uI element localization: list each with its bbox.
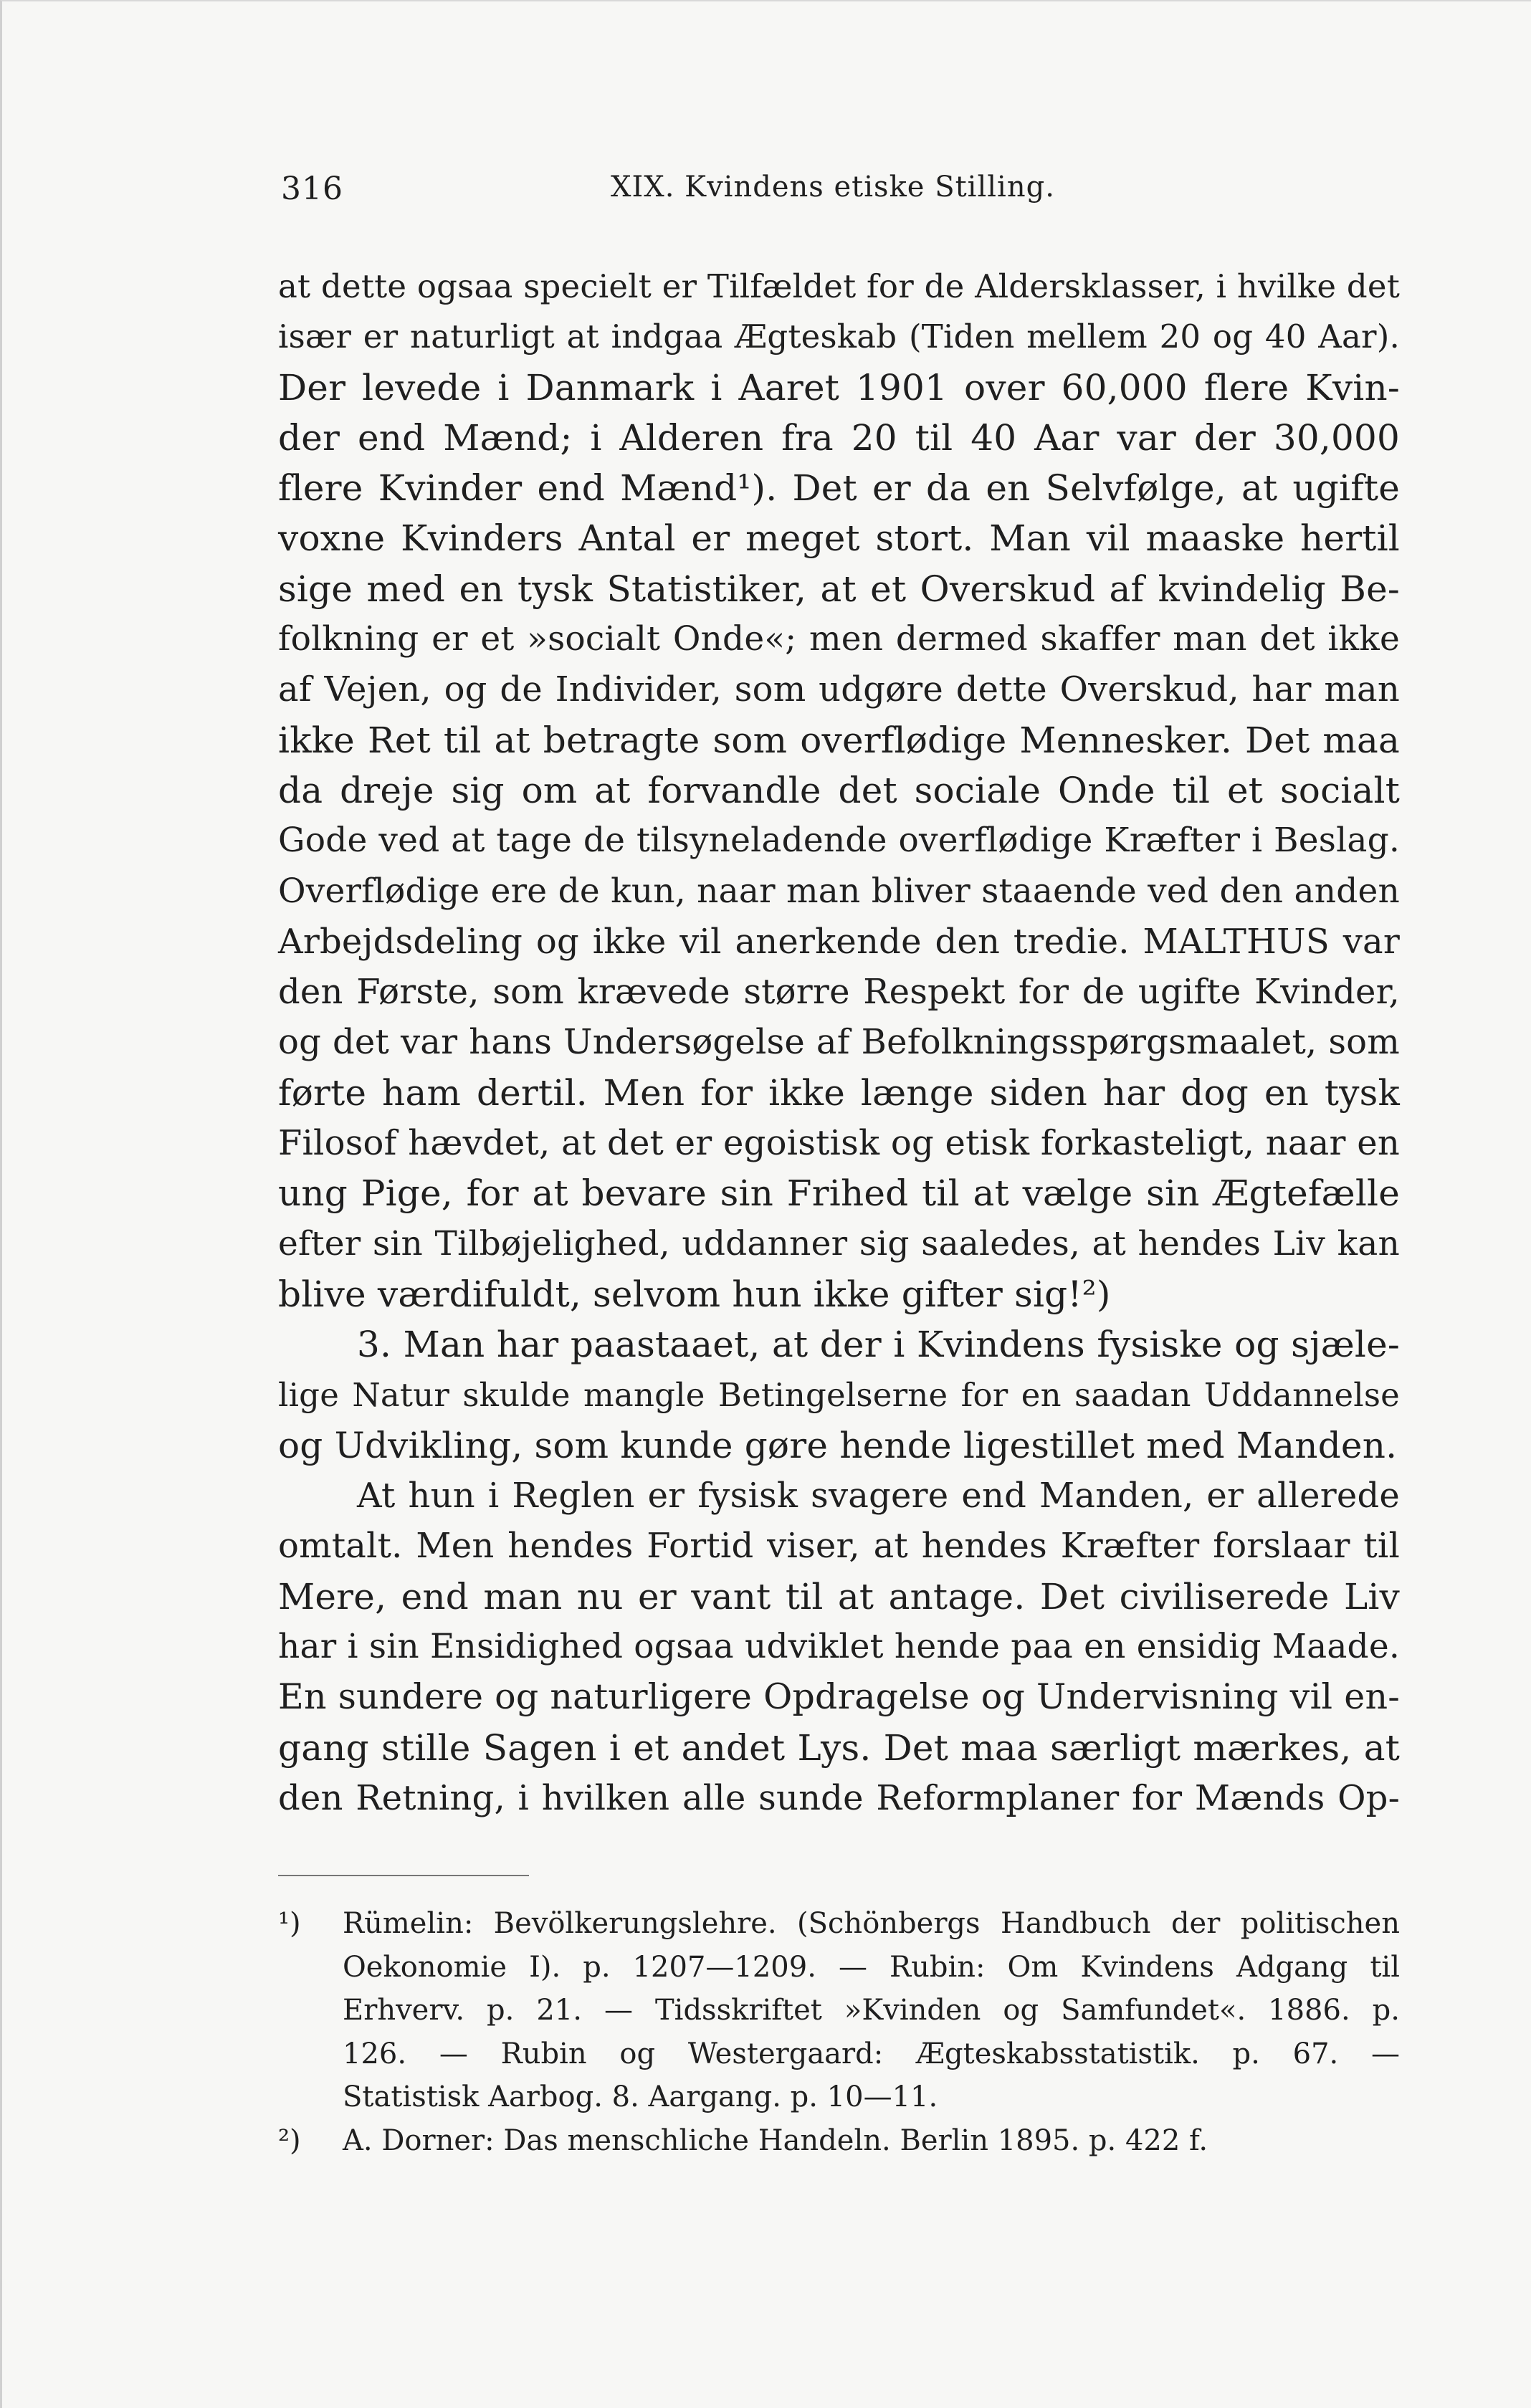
footnote-text: Rümelin: Bevölkerungslehre. (Schönbergs Handbuch der politischen	[343, 1907, 1400, 1940]
text-line: omtalt. Men hendes Fortid viser, at hendes Kræfter forslaar til	[278, 1526, 1400, 1567]
footnote-1	[278, 1902, 1400, 1946]
body-text	[278, 262, 1400, 1823]
text-line: At hun i Reglen er fysisk svagere end Manden, er allerede	[357, 1476, 1400, 1516]
text-line: og det var hans Undersøgelse af Befolkningsspørgsmaalet, som	[278, 1022, 1400, 1063]
text-line: har i sin Ensidighed ogsaa udviklet hende paa en ensidig Maade.	[278, 1627, 1400, 1667]
text-line: Der levede i Danmark i Aaret 1901 over 60,000 flere Kvin-	[278, 366, 1400, 408]
text-line: især er naturligt at indgaa Ægteskab (Tiden mellem 20 og 40 Aar).	[278, 317, 1400, 356]
running-header	[281, 171, 1399, 221]
text-line: Gode ved at tage de tilsyneladende overflødige Kræfter i Beslag.	[278, 821, 1400, 861]
text-line: Arbejdsdeling og ikke vil anerkende den tredie. MALTHUS var	[278, 921, 1400, 962]
text-line: den Første, som krævede større Respekt for de ugifte Kvinder,	[278, 972, 1400, 1013]
text-line: folkning er et »socialt Onde«; men dermed skaffer man det ikke	[278, 619, 1400, 659]
text-line: og Udvikling, som kunde gøre hende ligestillet med Manden.	[278, 1424, 1398, 1466]
text-line: voxne Kvinders Antal er meget stort. Man vil maaske hertil	[278, 517, 1400, 560]
footnote-marker: ²)	[278, 2123, 301, 2157]
footnote-line: 126. — Rubin og Westergaard: Ægteskabsstatistik. p. 67. —	[343, 2037, 1400, 2070]
text-line: blive værdifuldt, selvom hun ikke gifter sig!²)	[278, 1273, 1111, 1315]
text-line: sige med en tysk Statistiker, at et Overskud af kvindelig Be-	[278, 568, 1400, 610]
text-line: da dreje sig om at forvandle det sociale Onde til et socialt	[278, 769, 1400, 811]
footnotes	[278, 1902, 1400, 2162]
text-line: at dette ogsaa specielt er Tilfældet for de Aldersklasser, i hvilke det	[278, 267, 1400, 305]
text-line: gang stille Sagen i et andet Lys. Det maa særligt mærkes, at	[278, 1726, 1400, 1769]
text-line: Mere, end man nu er vant til at antage. Det civiliserede Liv	[278, 1575, 1400, 1618]
text-line: førte ham dertil. Men for ikke længe siden har dog en tysk	[278, 1071, 1400, 1114]
text-line: 3. Man har paastaaet, at der i Kvindens fysiske og sjæle-	[357, 1324, 1400, 1366]
text-line: der end Mænd; i Alderen fra 20 til 40 Aar var der 30,000	[278, 416, 1400, 459]
text-line: Overflødige ere de kun, naar man bliver staaende ved den anden	[278, 871, 1400, 911]
footnote-rule	[278, 1875, 529, 1876]
text-line: lige Natur skulde mangle Betingelserne for en saadan Uddannelse	[278, 1375, 1400, 1414]
text-line: efter sin Tilbøjelighed, uddanner sig saaledes, at hendes Liv kan	[278, 1223, 1400, 1263]
footnote-2	[278, 2119, 1400, 2163]
text-line: En sundere og naturligere Opdragelse og Undervisning vil en-	[278, 1676, 1400, 1718]
footnote-line: Statistisk Aarbog. 8. Aargang. p. 10—11.	[343, 2080, 938, 2113]
page-number: 316	[281, 171, 343, 207]
footnote-line: Erhverv. p. 21. — Tidsskriftet »Kvinden og Samfundet«. 1886. p.	[343, 1994, 1400, 2027]
footnote-line: Oekonomie I). p. 1207—1209. — Rubin: Om Kvindens Adgang til	[343, 1950, 1400, 1984]
text-line: flere Kvinder end Mænd¹). Det er da en Selvfølge, at ugifte	[278, 467, 1400, 510]
footnote-text: A. Dorner: Das menschliche Handeln. Berlin 1895. p. 422 f.	[343, 2123, 1208, 2157]
text-line: af Vejen, og de Individer, som udgøre dette Overskud, har man	[278, 669, 1400, 710]
running-title: XIX. Kvindens etiske Stilling.	[611, 171, 1055, 204]
text-line: ung Pige, for at bevare sin Frihed til at vælge sin Ægtefælle	[278, 1172, 1400, 1215]
footnote-marker: ¹)	[278, 1907, 301, 1940]
text-line: ikke Ret til at betragte som overflødige Mennesker. Det maa	[278, 719, 1400, 761]
text-line: Filosof hævdet, at det er egoistisk og etisk forkasteligt, naar en	[278, 1123, 1400, 1164]
text-line: den Retning, i hvilken alle sunde Reformplaner for Mænds Op-	[278, 1777, 1400, 1818]
